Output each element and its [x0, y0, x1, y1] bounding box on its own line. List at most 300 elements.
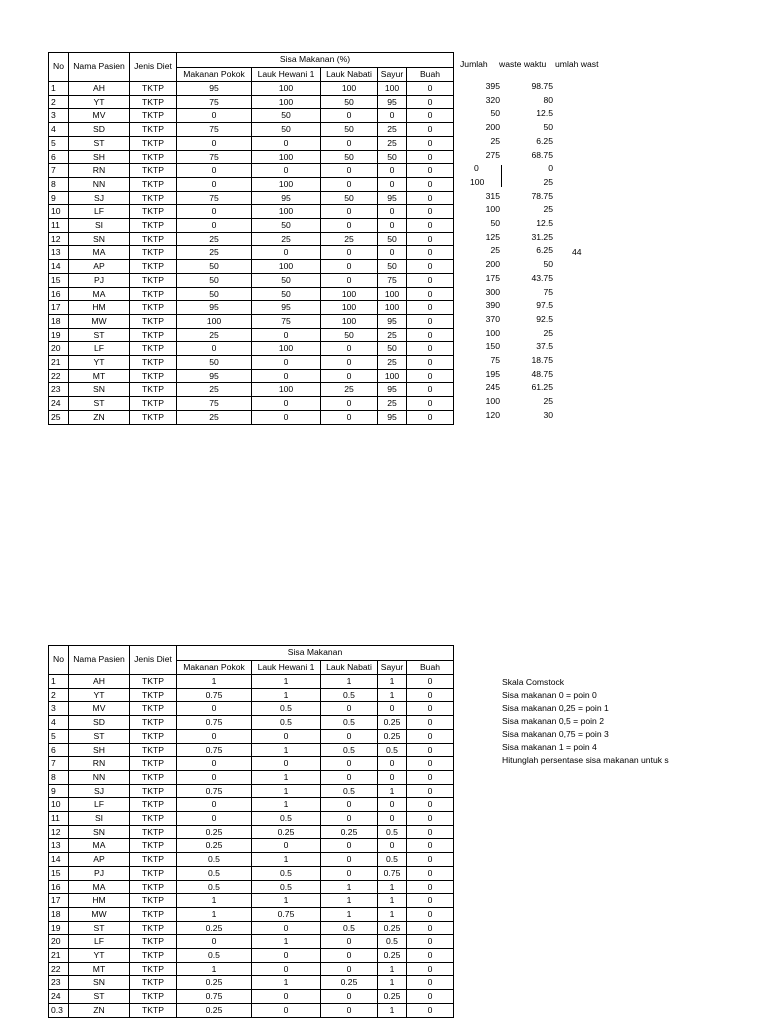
cell-makanan-pokok: 1: [177, 962, 252, 976]
table-row: [49, 123, 454, 137]
cell-makanan-pokok: 0: [177, 164, 252, 178]
cell-lauk-hewani: 100: [252, 82, 321, 96]
cell-sayur: 0.25: [378, 729, 407, 743]
waste-waktu-header: waste waktu: [499, 59, 547, 69]
cell-lauk-hewani: 100: [252, 383, 321, 397]
cell-jenis-diet: TKTP: [130, 866, 177, 880]
cell-nama-pasien: RN: [69, 164, 130, 178]
jumlah-value: 245: [485, 382, 500, 393]
header-sisa-makanan-group: Sisa Makanan (%): [177, 53, 454, 68]
table-row: [49, 232, 454, 246]
cell-nama-pasien: PJ: [69, 866, 130, 880]
cell-jenis-diet: TKTP: [130, 314, 177, 328]
cell-lauk-hewani: 0: [252, 1003, 321, 1017]
cell-jenis-diet: TKTP: [130, 82, 177, 96]
note-line: Sisa makanan 0,5 = poin 2: [502, 716, 605, 726]
waste-value: 43.75: [531, 272, 553, 283]
cell-makanan-pokok: 75: [177, 150, 252, 164]
table-row: [49, 273, 454, 287]
cell-buah: 0: [407, 246, 454, 260]
cell-lauk-nabati: 0: [321, 273, 378, 287]
cell-no: 6: [49, 150, 69, 164]
cell-lauk-nabati: 0: [321, 935, 378, 949]
cell-sayur: 0.75: [378, 866, 407, 880]
table-row: [49, 136, 454, 150]
cell-nama-pasien: LF: [69, 798, 130, 812]
cell-lauk-nabati: 50: [321, 191, 378, 205]
cell-lauk-nabati: 0: [321, 177, 378, 191]
cell-lauk-hewani: 1: [252, 894, 321, 908]
cell-lauk-hewani: 0: [252, 356, 321, 370]
cell-lauk-nabati: 0: [321, 798, 378, 812]
cell-no: 5: [49, 729, 69, 743]
cell-buah: 0: [407, 866, 454, 880]
cell-no: 19: [49, 328, 69, 342]
cell-makanan-pokok: 0.75: [177, 743, 252, 757]
cell-sayur: 0.5: [378, 743, 407, 757]
cell-nama-pasien: AP: [69, 853, 130, 867]
cell-no: 21: [49, 356, 69, 370]
food-waste-scale-table: [48, 645, 454, 1018]
cell-nama-pasien: SI: [69, 812, 130, 826]
cell-jenis-diet: TKTP: [130, 962, 177, 976]
cell-makanan-pokok: 0.75: [177, 990, 252, 1004]
cell-makanan-pokok: 0.5: [177, 866, 252, 880]
cell-nama-pasien: NN: [69, 770, 130, 784]
extra-value: 44: [572, 247, 582, 257]
cell-sayur: 100: [378, 287, 407, 301]
cell-buah: 0: [407, 356, 454, 370]
cell-sayur: 50: [378, 260, 407, 274]
table-row: [49, 784, 454, 798]
cell-buah: 0: [407, 853, 454, 867]
table-row: [49, 314, 454, 328]
cell-makanan-pokok: 0: [177, 109, 252, 123]
cell-lauk-nabati: 25: [321, 232, 378, 246]
table-row: [49, 949, 454, 963]
cell-lauk-hewani: 0: [252, 164, 321, 178]
cell-makanan-pokok: 0.25: [177, 825, 252, 839]
cell-no: 5: [49, 136, 69, 150]
cell-lauk-hewani: 0: [252, 990, 321, 1004]
cell-sayur: 0.5: [378, 825, 407, 839]
waste-value: 25: [543, 176, 553, 187]
jumlah-value: 25: [490, 245, 500, 256]
cell-jenis-diet: TKTP: [130, 410, 177, 424]
cell-nama-pasien: ST: [69, 990, 130, 1004]
table-row: [49, 219, 454, 233]
waste-value: 78.75: [531, 190, 553, 201]
cell-buah: 0: [407, 839, 454, 853]
cell-no: 14: [49, 853, 69, 867]
cell-nama-pasien: MA: [69, 839, 130, 853]
cell-no: 3: [49, 109, 69, 123]
table-row: [49, 164, 454, 178]
waste-value: 6.25: [536, 135, 553, 146]
cell-sayur: 50: [378, 342, 407, 356]
table-row: [49, 907, 454, 921]
cell-lauk-hewani: 50: [252, 123, 321, 137]
cell-nama-pasien: RN: [69, 757, 130, 771]
cell-no: 17: [49, 301, 69, 315]
table-row: [49, 328, 454, 342]
cell-nama-pasien: YT: [69, 356, 130, 370]
waste-value: 0: [548, 163, 553, 174]
cell-lauk-nabati: 0: [321, 812, 378, 826]
cell-no: 12: [49, 232, 69, 246]
cell-jenis-diet: TKTP: [130, 95, 177, 109]
cell-jenis-diet: TKTP: [130, 688, 177, 702]
cell-no: 9: [49, 191, 69, 205]
cell-lauk-hewani: 50: [252, 287, 321, 301]
table-row: [49, 866, 454, 880]
table-row: [49, 260, 454, 274]
cell-lauk-nabati: 100: [321, 287, 378, 301]
cell-jenis-diet: TKTP: [130, 812, 177, 826]
jumlah-value: 100: [485, 327, 500, 338]
cell-jenis-diet: TKTP: [130, 976, 177, 990]
table2-body: [49, 675, 454, 1018]
cell-sayur: 0: [378, 839, 407, 853]
cell-makanan-pokok: 75: [177, 397, 252, 411]
cell-sayur: 25: [378, 328, 407, 342]
cell-jenis-diet: TKTP: [130, 935, 177, 949]
cell-jenis-diet: TKTP: [130, 757, 177, 771]
cell-jenis-diet: TKTP: [130, 136, 177, 150]
cell-makanan-pokok: 0.25: [177, 839, 252, 853]
cell-buah: 0: [407, 314, 454, 328]
jumlah-value: 315: [485, 190, 500, 201]
jumlah-value: 200: [485, 122, 500, 133]
table-row: [49, 894, 454, 908]
cell-makanan-pokok: 0.25: [177, 921, 252, 935]
cell-buah: 0: [407, 82, 454, 96]
cell-lauk-nabati: 0: [321, 770, 378, 784]
table-row: [49, 1003, 454, 1017]
cell-buah: 0: [407, 990, 454, 1004]
jumlah-value: 50: [490, 218, 500, 228]
table-row: [49, 798, 454, 812]
cell-lauk-nabati: 0.5: [321, 743, 378, 757]
cell-nama-pasien: YT: [69, 949, 130, 963]
cell-lauk-hewani: 0.75: [252, 907, 321, 921]
cell-sayur: 0.25: [378, 990, 407, 1004]
cell-lauk-hewani: 25: [252, 232, 321, 246]
cell-lauk-hewani: 0: [252, 397, 321, 411]
cell-lauk-nabati: 0: [321, 219, 378, 233]
cell-jenis-diet: TKTP: [130, 880, 177, 894]
cell-buah: 0: [407, 921, 454, 935]
cell-buah: 0: [407, 962, 454, 976]
cell-lauk-hewani: 0: [252, 757, 321, 771]
cell-buah: 0: [407, 150, 454, 164]
cell-buah: 0: [407, 191, 454, 205]
cell-makanan-pokok: 25: [177, 232, 252, 246]
table-row: [49, 410, 454, 424]
waste-value: 25: [543, 327, 553, 338]
cell-sayur: 0: [378, 798, 407, 812]
cell-lauk-nabati: 0.5: [321, 921, 378, 935]
header-buah: Buah: [407, 660, 454, 675]
cell-lauk-nabati: 0: [321, 990, 378, 1004]
cell-sayur: 0.25: [378, 716, 407, 730]
cell-makanan-pokok: 0: [177, 729, 252, 743]
cell-no: 8: [49, 177, 69, 191]
waste-value: 98.75: [531, 81, 553, 91]
cell-makanan-pokok: 1: [177, 907, 252, 921]
cell-makanan-pokok: 95: [177, 369, 252, 383]
cell-jenis-diet: TKTP: [130, 921, 177, 935]
cell-sayur: 0.25: [378, 921, 407, 935]
cell-jenis-diet: TKTP: [130, 260, 177, 274]
cell-lauk-nabati: 100: [321, 301, 378, 315]
cell-makanan-pokok: 0.75: [177, 716, 252, 730]
cell-no: 11: [49, 812, 69, 826]
cell-makanan-pokok: 0: [177, 342, 252, 356]
cell-sayur: 95: [378, 314, 407, 328]
cell-nama-pasien: HM: [69, 301, 130, 315]
table-row: [49, 935, 454, 949]
header-nama-pasien: Nama Pasien: [69, 53, 130, 82]
cell-sayur: 100: [378, 82, 407, 96]
table-row: [49, 369, 454, 383]
table-row: [49, 812, 454, 826]
jumlah-value: 125: [485, 231, 500, 242]
jumlah-value: 200: [485, 259, 500, 270]
cell-nama-pasien: ST: [69, 921, 130, 935]
cell-nama-pasien: SN: [69, 976, 130, 990]
cell-jenis-diet: TKTP: [130, 798, 177, 812]
cell-no: 24: [49, 990, 69, 1004]
cell-nama-pasien: ZN: [69, 410, 130, 424]
cell-sayur: 0.25: [378, 949, 407, 963]
cell-lauk-nabati: 0: [321, 839, 378, 853]
header-makanan-pokok: Makanan Pokok: [177, 660, 252, 675]
cell-buah: 0: [407, 109, 454, 123]
header-no: No: [49, 646, 69, 675]
cell-nama-pasien: MW: [69, 907, 130, 921]
waste-value: 48.75: [531, 368, 553, 379]
cell-no: 1: [49, 82, 69, 96]
cell-sayur: 25: [378, 397, 407, 411]
jumlah-header: Jumlah: [460, 59, 488, 69]
cell-lauk-hewani: 0: [252, 839, 321, 853]
cell-nama-pasien: AH: [69, 675, 130, 689]
cell-lauk-hewani: 75: [252, 314, 321, 328]
cell-nama-pasien: ZN: [69, 1003, 130, 1017]
cell-lauk-hewani: 0.5: [252, 702, 321, 716]
cell-makanan-pokok: 0: [177, 757, 252, 771]
cell-lauk-nabati: 0: [321, 342, 378, 356]
cell-jenis-diet: TKTP: [130, 328, 177, 342]
cell-no: 24: [49, 397, 69, 411]
header-sayur: Sayur: [378, 660, 407, 675]
cell-nama-pasien: NN: [69, 177, 130, 191]
cell-buah: 0: [407, 260, 454, 274]
cell-buah: 0: [407, 894, 454, 908]
cell-lauk-hewani: 50: [252, 219, 321, 233]
cell-lauk-hewani: 100: [252, 150, 321, 164]
cell-sayur: 0: [378, 219, 407, 233]
cell-sayur: 0.5: [378, 935, 407, 949]
cell-buah: 0: [407, 784, 454, 798]
cell-jenis-diet: TKTP: [130, 702, 177, 716]
cell-makanan-pokok: 50: [177, 260, 252, 274]
jumlah-value: 275: [485, 149, 500, 160]
table-row: [49, 342, 454, 356]
cell-no: 4: [49, 716, 69, 730]
note-line: Sisa makanan 0,75 = poin 3: [502, 729, 609, 739]
cell-lauk-nabati: 0: [321, 853, 378, 867]
table-row: [49, 743, 454, 757]
cell-nama-pasien: MT: [69, 369, 130, 383]
cell-lauk-nabati: 0: [321, 757, 378, 771]
waste-value: 6.25: [536, 245, 553, 256]
cell-jenis-diet: TKTP: [130, 273, 177, 287]
cell-jenis-diet: TKTP: [130, 853, 177, 867]
cell-lauk-nabati: 0.25: [321, 825, 378, 839]
cell-no: 15: [49, 866, 69, 880]
cell-jenis-diet: TKTP: [130, 232, 177, 246]
table-row: [49, 716, 454, 730]
table-row: [49, 990, 454, 1004]
table-row: [49, 757, 454, 771]
cell-cursor-line: [501, 165, 502, 187]
cell-no: 9: [49, 784, 69, 798]
cell-nama-pasien: YT: [69, 688, 130, 702]
table-row: [49, 287, 454, 301]
cell-no: 19: [49, 921, 69, 935]
cell-no: 23: [49, 383, 69, 397]
cell-lauk-hewani: 0.5: [252, 716, 321, 730]
cell-buah: 0: [407, 383, 454, 397]
table-row: [49, 675, 454, 689]
cell-jenis-diet: TKTP: [130, 907, 177, 921]
cell-no: 10: [49, 798, 69, 812]
cell-no: 1: [49, 675, 69, 689]
table-row: [49, 839, 454, 853]
cell-nama-pasien: SN: [69, 825, 130, 839]
cell-nama-pasien: AH: [69, 82, 130, 96]
cell-jenis-diet: TKTP: [130, 675, 177, 689]
cell-jenis-diet: TKTP: [130, 825, 177, 839]
cell-buah: 0: [407, 342, 454, 356]
table-row: [49, 880, 454, 894]
cell-jenis-diet: TKTP: [130, 301, 177, 315]
jumlah-value: 395: [485, 81, 500, 91]
table-row: [49, 729, 454, 743]
jumlah-value: 100: [470, 176, 485, 187]
cell-nama-pasien: SJ: [69, 784, 130, 798]
cell-makanan-pokok: 0: [177, 177, 252, 191]
cell-lauk-hewani: 50: [252, 273, 321, 287]
cell-sayur: 95: [378, 410, 407, 424]
cell-buah: 0: [407, 757, 454, 771]
cell-nama-pasien: MV: [69, 109, 130, 123]
cell-nama-pasien: MV: [69, 702, 130, 716]
cell-lauk-hewani: 100: [252, 95, 321, 109]
cell-no: 22: [49, 369, 69, 383]
cell-lauk-nabati: 0: [321, 729, 378, 743]
jumlah-value: 390: [485, 300, 500, 311]
cell-jenis-diet: TKTP: [130, 177, 177, 191]
cell-nama-pasien: HM: [69, 894, 130, 908]
cell-buah: 0: [407, 219, 454, 233]
cell-nama-pasien: SH: [69, 743, 130, 757]
cell-lauk-nabati: 50: [321, 150, 378, 164]
cell-no: 17: [49, 894, 69, 908]
cell-lauk-hewani: 1: [252, 743, 321, 757]
cell-lauk-nabati: 50: [321, 328, 378, 342]
table-row: [49, 95, 454, 109]
cell-lauk-hewani: 50: [252, 109, 321, 123]
table-row: [49, 150, 454, 164]
cell-buah: 0: [407, 825, 454, 839]
header-buah: Buah: [407, 67, 454, 82]
cell-sayur: 0: [378, 812, 407, 826]
cell-no: 12: [49, 825, 69, 839]
cell-sayur: 25: [378, 136, 407, 150]
header-jenis-diet: Jenis Diet: [130, 646, 177, 675]
cell-buah: 0: [407, 136, 454, 150]
cell-nama-pasien: ST: [69, 136, 130, 150]
cell-makanan-pokok: 0: [177, 770, 252, 784]
waste-value: 61.25: [531, 382, 553, 393]
cell-jenis-diet: TKTP: [130, 397, 177, 411]
cell-buah: 0: [407, 688, 454, 702]
cell-lauk-nabati: 0: [321, 397, 378, 411]
cell-makanan-pokok: 100: [177, 314, 252, 328]
cell-lauk-nabati: 0: [321, 356, 378, 370]
cell-lauk-hewani: 1: [252, 853, 321, 867]
cell-lauk-hewani: 0.5: [252, 880, 321, 894]
cell-sayur: 25: [378, 356, 407, 370]
cell-buah: 0: [407, 410, 454, 424]
cell-buah: 0: [407, 880, 454, 894]
cell-lauk-nabati: 50: [321, 95, 378, 109]
cell-buah: 0: [407, 123, 454, 137]
waste-value: 68.75: [531, 149, 553, 160]
cell-jenis-diet: TKTP: [130, 164, 177, 178]
cell-lauk-nabati: 0.5: [321, 688, 378, 702]
cell-makanan-pokok: 0: [177, 798, 252, 812]
note-line: Sisa makanan 0 = poin 0: [502, 690, 597, 700]
cell-sayur: 1: [378, 784, 407, 798]
table-row: [49, 301, 454, 315]
waste-value: 18.75: [531, 355, 553, 365]
header-no: No: [49, 53, 69, 82]
cell-makanan-pokok: 1: [177, 894, 252, 908]
jumlah-wast-header: umlah wast: [555, 59, 599, 69]
waste-value: 75: [543, 286, 553, 297]
jumlah-value: 195: [485, 368, 500, 379]
jumlah-value: 150: [485, 341, 500, 352]
jumlah-value: 320: [485, 94, 500, 105]
cell-sayur: 0: [378, 109, 407, 123]
cell-nama-pasien: ST: [69, 397, 130, 411]
cell-jenis-diet: TKTP: [130, 716, 177, 730]
jumlah-value: 0: [474, 163, 479, 174]
cell-buah: 0: [407, 907, 454, 921]
cell-sayur: 50: [378, 150, 407, 164]
table-row: [49, 177, 454, 191]
cell-no: 18: [49, 314, 69, 328]
cell-no: 16: [49, 880, 69, 894]
cell-makanan-pokok: 0.5: [177, 880, 252, 894]
cell-jenis-diet: TKTP: [130, 770, 177, 784]
cell-lauk-hewani: 1: [252, 784, 321, 798]
cell-sayur: 75: [378, 273, 407, 287]
